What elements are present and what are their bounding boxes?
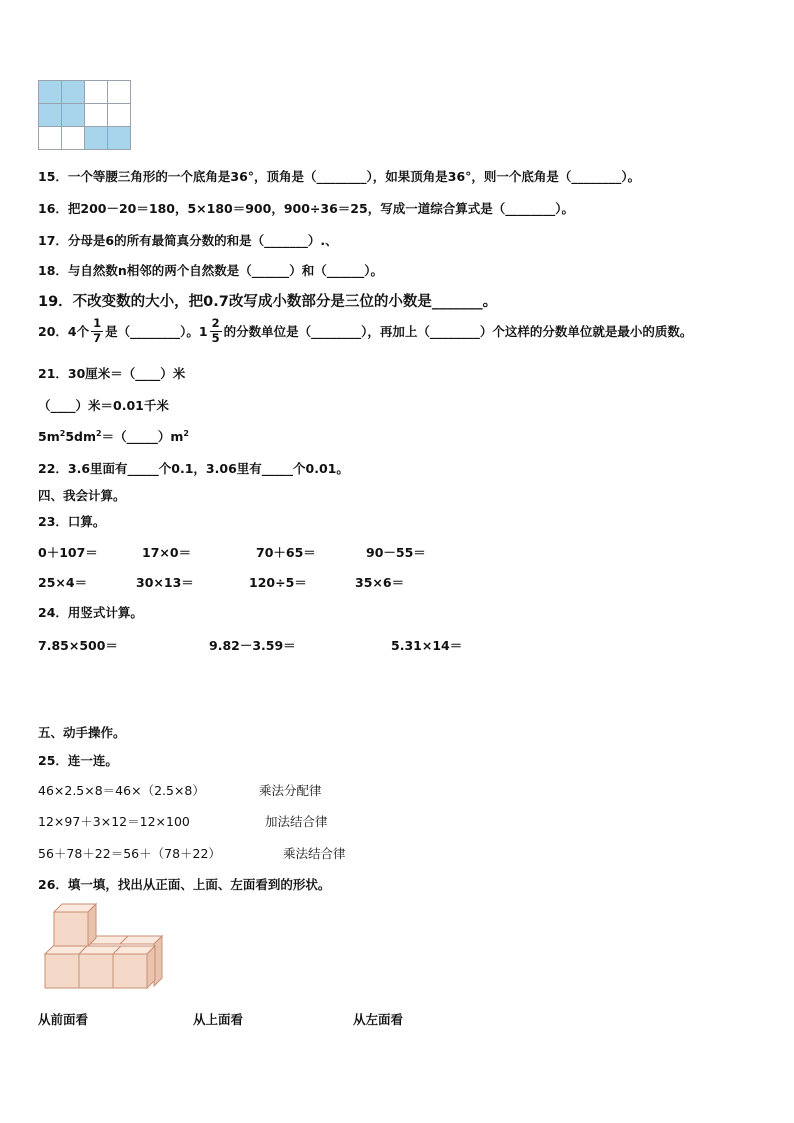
section-4-heading: 四、我会计算。 [38,488,126,503]
oral-item: 0＋107＝ [38,545,98,560]
match-left-item: 12×97＋3×12＝12×100 [38,814,190,829]
match-right-item: 乘法结合律 [283,846,346,861]
question-25: 25．连一连。 [38,753,118,768]
grid-row [39,104,131,127]
oral-item: 120÷5＝ [249,575,307,590]
oral-item: 17×0＝ [142,545,192,560]
fraction-one-seventh [91,318,103,344]
superscript: 2 [183,428,189,438]
superscript: 2 [95,428,102,438]
view-label-left: 从左面看 [353,1012,404,1027]
match-right-item: 加法结合律 [265,814,328,829]
question-22: 22．3.6里面有_____个0.1，3.06里有_____个0.01。 [38,461,349,476]
superscript: 2 [59,428,66,438]
q21c-part1: 5m [38,429,60,444]
grid-cell [85,104,108,127]
grid-cell [85,81,108,104]
question-21-line3 [38,427,189,445]
grid-cell-shaded [85,127,108,150]
cube-face-front [113,954,147,988]
question-19: 19．不改变数的大小，把0.7改写成小数部分是三位的小数是_______。 [38,294,498,310]
q20-part3: 的分数单位是（________），再加上（________）个这样的分数单位就是最小的质数。 [223,324,693,339]
cube-face-side [88,904,96,946]
question-24: 24．用竖式计算。 [38,605,143,620]
q20-part1: 20．4个 [38,324,90,339]
view-label-front: 从前面看 [38,1012,89,1027]
grid-row [39,81,131,104]
match-right-item: 乘法分配律 [259,783,322,798]
fraction-numerator: 1 [93,316,102,330]
question-26: 26．填一填，找出从正面、上面、左面看到的形状。 [38,877,331,892]
vertical-calc-item: 7.85×500＝ [38,638,118,653]
question-15: 15．一个等腰三角形的一个底角是36°，顶角是（________），如果顶角是36°，则一个底角是（________）。 [38,169,641,184]
question-23: 23．口算。 [38,514,106,529]
question-17: 17．分母是6的所有最简真分数的和是（_______）.、 [38,233,338,248]
vertical-calc-item: 5.31×14＝ [391,638,463,653]
match-left-item: 46×2.5×8＝46×（2.5×8） [38,783,205,798]
fraction-denominator: 7 [93,330,102,345]
cube-face-front [45,954,79,988]
grid-row [39,127,131,150]
oral-item: 90－55＝ [366,545,426,560]
oral-item: 25×4＝ [38,575,88,590]
q21c-part2: 5dm [65,429,96,444]
match-left-item: 56＋78＋22＝56＋（78＋22） [38,846,221,861]
oral-item: 30×13＝ [136,575,194,590]
cube-face-side [147,946,155,988]
q20-part2: 是（________）。1 [105,324,208,339]
grid-cell [108,81,131,104]
grid-cell-shaded [39,81,62,104]
grid-cell [108,104,131,127]
question-18: 18．与自然数n相邻的两个自然数是（______）和（______）。 [38,263,384,278]
grid-cell [39,127,62,150]
fraction-grid [38,80,131,150]
vertical-calc-item: 9.82－3.59＝ [209,638,296,653]
cube-stack-figure [42,900,172,994]
oral-item: 35×6＝ [355,575,405,590]
question-21-line2: （____）米＝0.01千米 [38,398,169,413]
grid-cell-shaded [39,104,62,127]
section-5-heading: 五、动手操作。 [38,725,126,740]
grid-cell-shaded [62,104,85,127]
bottom-row-cubes [45,946,155,988]
question-21-line1: 21．30厘米＝（____）米 [38,366,186,381]
grid-cell-shaded [108,127,131,150]
top-cube [54,904,96,946]
grid-cell-shaded [62,81,85,104]
question-20 [38,318,692,344]
fraction-numerator: 2 [211,316,220,330]
cube-face-front [54,912,88,946]
grid-cell [62,127,85,150]
cube-face-front [79,954,113,988]
oral-item: 70＋65＝ [256,545,316,560]
question-16: 16．把200－20＝180，5×180＝900，900÷36＝25，写成一道综合算式是（________）。 [38,201,574,216]
q21c-part3: ＝（_____）m [101,429,184,444]
fraction-denominator: 5 [211,330,220,345]
view-label-top: 从上面看 [193,1012,244,1027]
fraction-two-fifths [210,318,222,344]
